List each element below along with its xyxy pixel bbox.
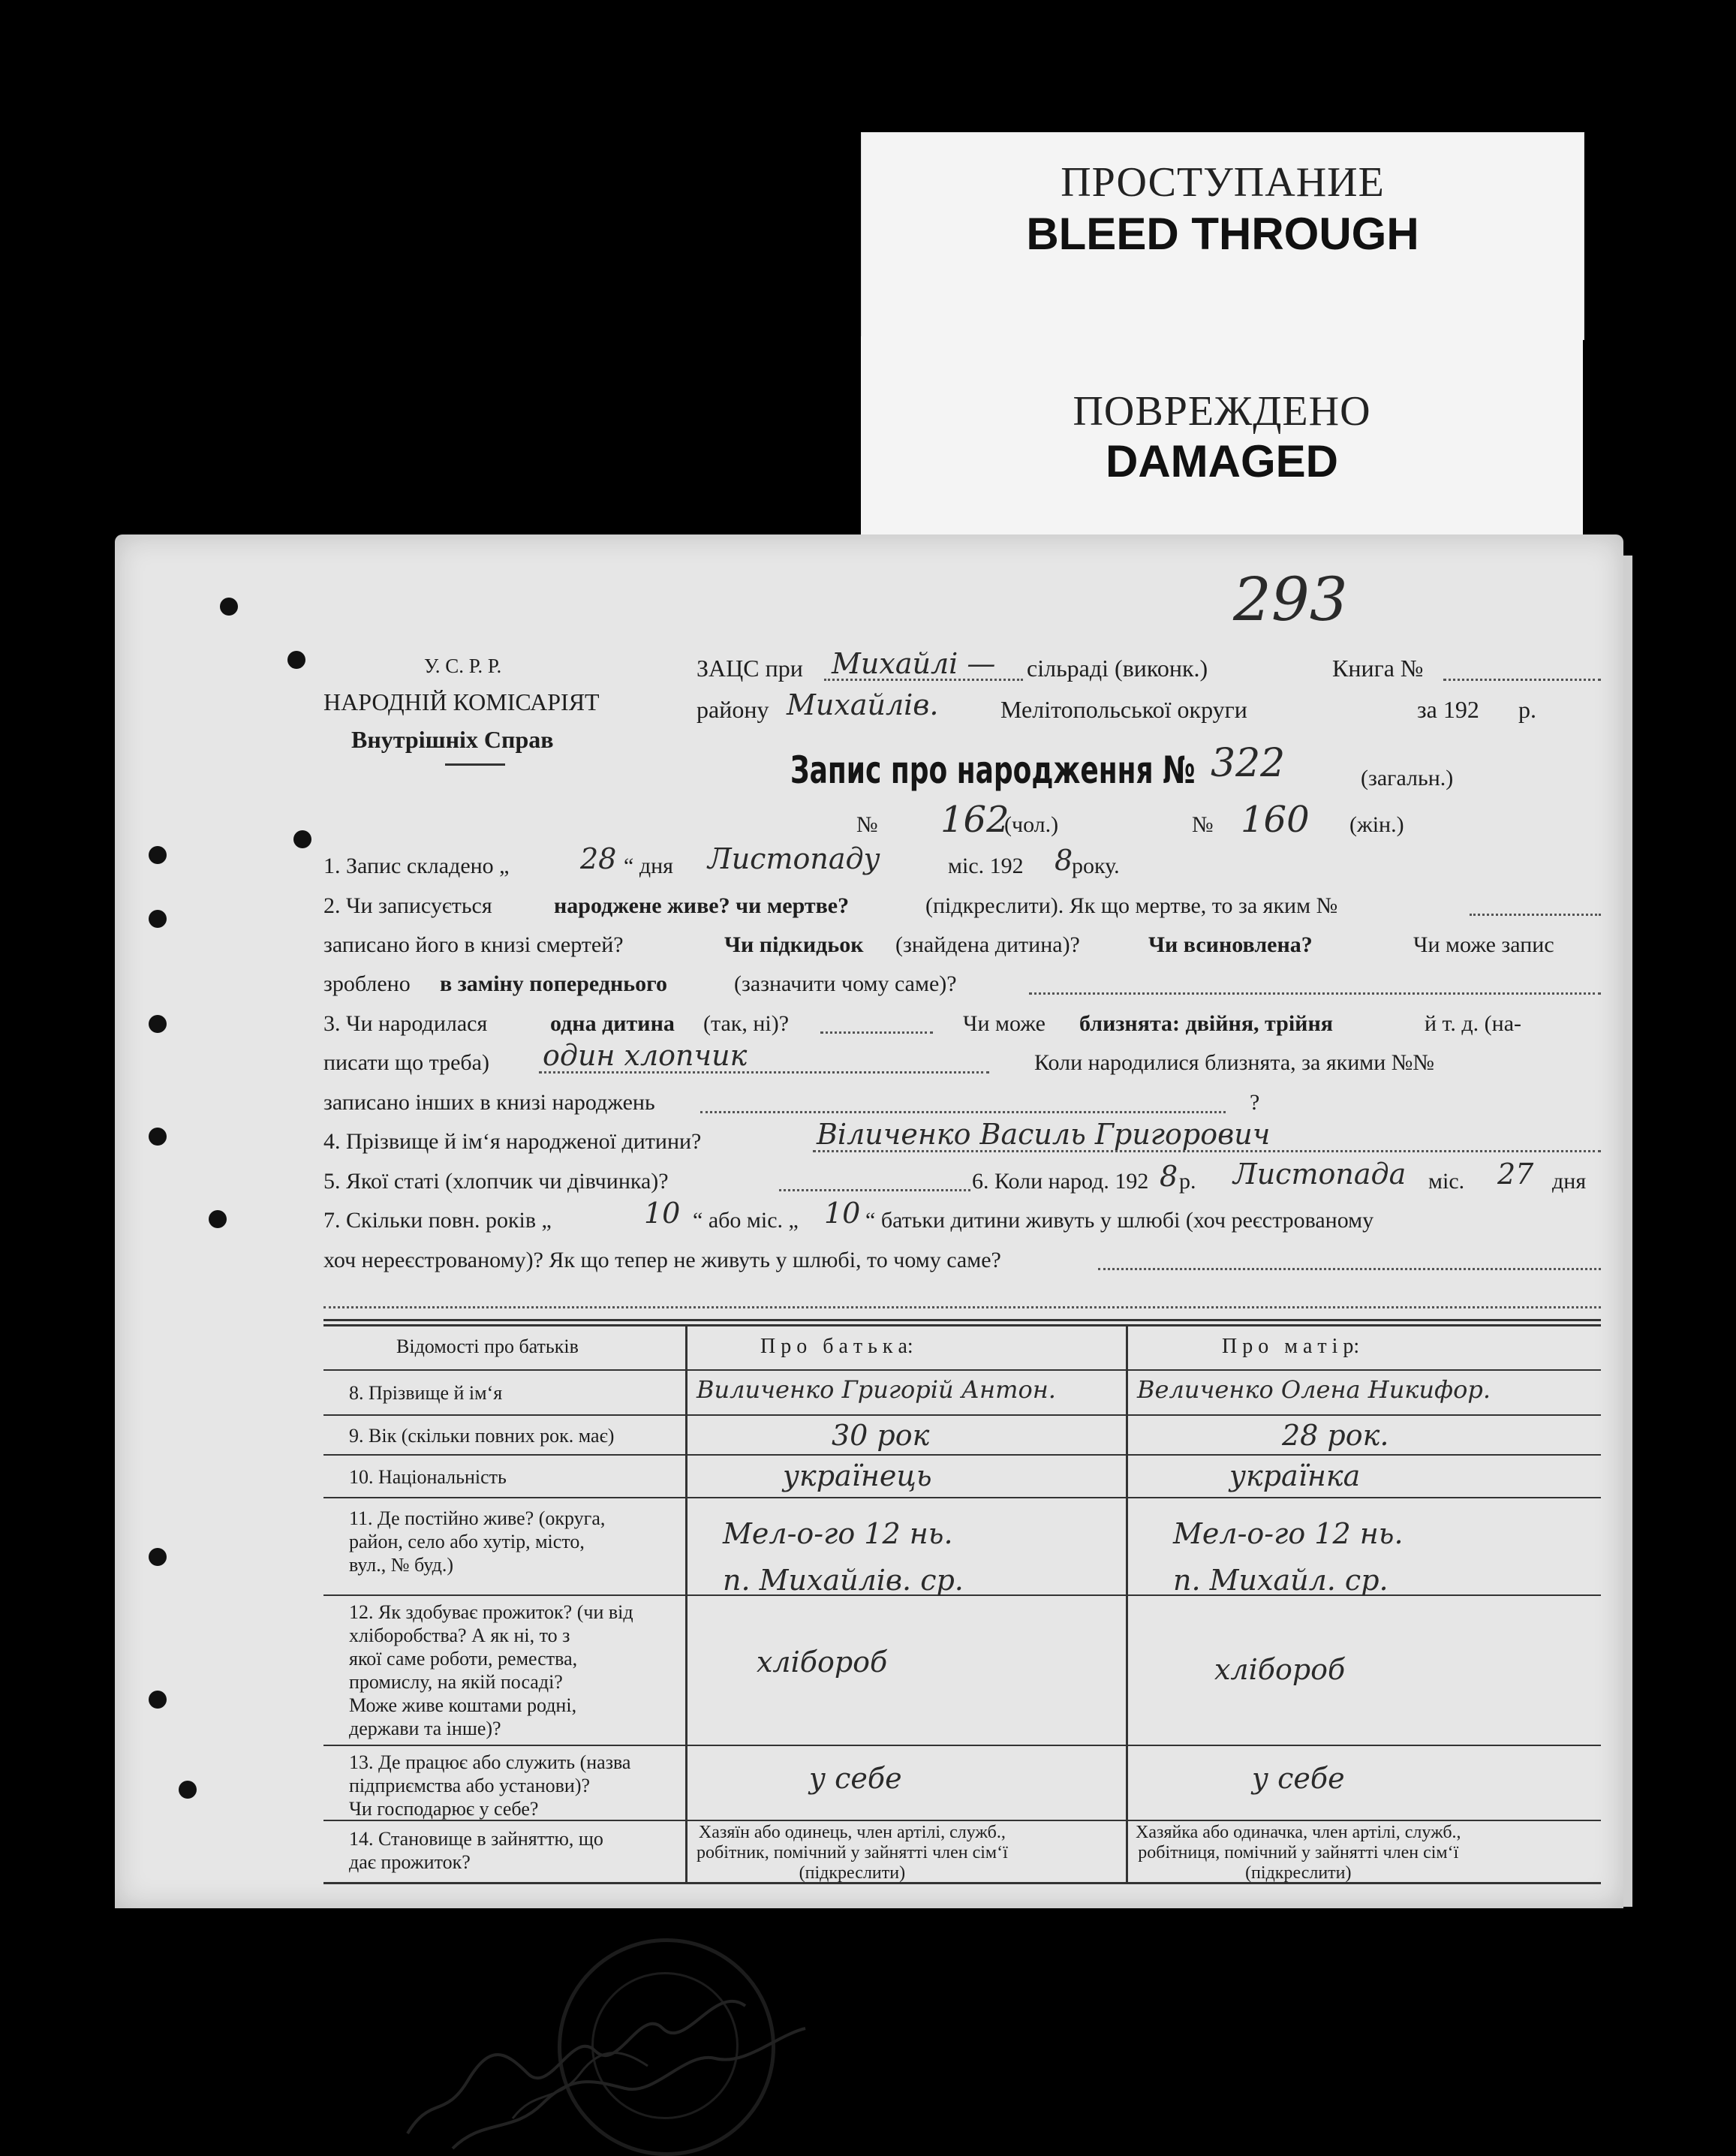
raion-value: Михайлів.	[787, 688, 939, 721]
q1-day: 28	[580, 842, 617, 875]
mother-age: 28 рок.	[1282, 1419, 1389, 1452]
punch-hole	[149, 846, 167, 864]
general-label: (загальн.)	[1361, 766, 1454, 790]
row-label-residence: 11. Де постійно живе? (округа, район, село або хутір, місто, вул., № буд.)	[349, 1507, 606, 1576]
q1-mid: “ дня	[624, 854, 673, 878]
dotted-line	[1470, 914, 1601, 916]
male-label: (чол.)	[1004, 812, 1059, 837]
row-label-nationality: 10. Національність	[349, 1466, 507, 1488]
q3-l1e: близнята: двійня, трійня	[1079, 1011, 1333, 1036]
q6-month: Листопада	[1233, 1158, 1407, 1191]
punch-hole	[287, 651, 305, 669]
okruga-label: Мелітопольської округи	[1000, 696, 1247, 723]
bleed-through-ru: ПРОСТУПАНИЕ	[1061, 159, 1385, 206]
q3-l1d: Чи може	[963, 1011, 1046, 1036]
q6-year-digit: 8	[1160, 1160, 1178, 1193]
q2-l2e: Чи може запис	[1413, 932, 1554, 957]
female-no-sign: №	[1192, 812, 1214, 837]
q3-l1a: 3. Чи народилася	[323, 1011, 488, 1036]
damaged-card	[861, 336, 1583, 539]
form-title: Запис про народження №	[790, 748, 1196, 792]
general-number: 322	[1211, 741, 1286, 786]
dotted-line	[779, 1189, 970, 1191]
male-number: 162	[940, 799, 1009, 841]
female-label: (жін.)	[1349, 812, 1404, 837]
q4-answer: Віличенко Василь Григорович	[817, 1118, 1271, 1151]
q3-l1b: одна дитина	[550, 1011, 675, 1036]
row-label-age: 9. Вік (скільки повних рок. має)	[349, 1425, 615, 1447]
punch-hole	[149, 1548, 167, 1566]
dotted-line	[700, 1111, 1226, 1113]
q6-dnya: дня	[1552, 1169, 1587, 1194]
year-label: за 192	[1417, 696, 1479, 723]
row-label-workplace: 13. Де працює або служить (назва підприємства або установи)? Чи господарює у себе?	[349, 1751, 631, 1820]
q3-l2a: писати що треба)	[323, 1050, 489, 1075]
female-number: 160	[1241, 799, 1310, 841]
mother-occupation: хлібороб	[1214, 1653, 1346, 1686]
col-header-info: Відомості про батьків	[396, 1335, 579, 1357]
q7-l1a: 7. Скільки повн. років „	[323, 1208, 552, 1233]
q1-prefix: 1. Запис складено „	[323, 854, 510, 878]
q2-l3b: в заміну попереднього	[440, 971, 668, 996]
divider	[445, 763, 505, 766]
dotted-line	[1029, 992, 1601, 995]
dotted-line	[820, 1031, 933, 1034]
q2-l1b: народжене живе? чи мертве?	[554, 893, 850, 918]
q7-l1c: “ батьки дитини живуть у шлюбі (хоч реєстрованому	[865, 1208, 1374, 1233]
zags-label: ЗАЦС при	[697, 655, 803, 682]
q2-l3a: зроблено	[323, 971, 411, 996]
father-status: Хазяїн або одинець, член артілі, служб., робітник, помічний у зайнятті член сім‘ї (підкреслити)	[697, 1823, 1008, 1883]
father-nationality: українець	[783, 1459, 932, 1492]
handwritten-signature	[400, 1961, 820, 2156]
q2-l2b: Чи підкидьок	[724, 932, 864, 957]
page-number: 293	[1233, 565, 1348, 634]
row-label-surname: 8. Прізвище й ім‘я	[349, 1382, 503, 1404]
q7-years: 10	[644, 1197, 681, 1230]
mother-status: Хазяйка або одиначка, член артілі, служб., робітниця, помічний у зайнятті член сім‘ї (підкреслити)	[1136, 1823, 1461, 1883]
mother-workplace: у себе	[1252, 1762, 1345, 1795]
q3-l2b: Коли народилися близнята, за якими №№	[1034, 1050, 1435, 1075]
q2-l2a: записано його в книзі смертей?	[323, 932, 624, 957]
silradi-label: сільраді (виконк.)	[1027, 655, 1208, 682]
q2-l1c: (підкреслити). Як що мертве, то за яким №	[925, 893, 1338, 918]
damaged-ru: ПОВРЕЖДЕНО	[1073, 388, 1371, 435]
q2-l3c: (зазначити чому саме)?	[734, 971, 957, 996]
zags-value: Михайлі —	[832, 647, 996, 680]
dotted-line	[824, 679, 1023, 681]
q4-label: 4. Прізвище й ім‘я народженої дитини?	[323, 1129, 702, 1154]
row-label-occupation: 12. Як здобуває прожиток? (чи від хліборобства? А як ні, то з якої саме роботи, ремества, промислу, на якій посаді? Може живе коштами родні, держави та інше)?	[349, 1601, 633, 1739]
q2-l2d: Чи всиновлена?	[1148, 932, 1313, 957]
father-workplace: у себе	[809, 1762, 902, 1795]
q3-l1f: й т. д. (на-	[1425, 1011, 1522, 1036]
q1-suffix: року.	[1072, 854, 1120, 878]
punch-hole	[149, 910, 167, 928]
bleed-through-card	[861, 132, 1584, 340]
father-residence: Мел-о-го 12 нь. п. Михайлів. ср.	[723, 1517, 964, 1597]
col-header-father: П р о б а т ь к а:	[760, 1335, 913, 1358]
dotted-line	[539, 1071, 989, 1073]
q3-l1c: (так, ні)?	[703, 1011, 790, 1036]
mother-surname: Величенко Олена Никифор.	[1137, 1375, 1491, 1404]
q7-l1b: “ або міс. „	[693, 1208, 799, 1233]
raion-label: району	[697, 696, 769, 723]
q2-l2c: (знайдена дитина)?	[895, 932, 1080, 957]
punch-hole	[293, 830, 311, 848]
q3-answer: один хлопчик	[543, 1039, 748, 1072]
mother-residence: Мел-о-го 12 нь. п. Михайл. ср.	[1173, 1517, 1404, 1597]
father-age: 30 рок	[832, 1419, 930, 1452]
q5-label: 5. Якої статі (хлопчик чи дівчинка)?	[323, 1169, 669, 1194]
damaged-en: DAMAGED	[1106, 436, 1338, 486]
q1-year-digit: 8	[1055, 844, 1073, 877]
punch-hole	[220, 598, 238, 616]
dotted-line	[813, 1150, 1601, 1152]
q6-r: р.	[1179, 1169, 1196, 1194]
book-label: Книга №	[1332, 655, 1424, 682]
father-occupation: хлібороб	[757, 1646, 888, 1679]
q7-l2: хоч нереєстрованому)? Як що тепер не живуть у шлюбі, то чому саме?	[323, 1248, 1001, 1272]
q3-l3: записано інших в книзі народжень	[323, 1090, 655, 1115]
q6-mis: міс.	[1428, 1169, 1465, 1194]
q6-label: 6. Коли народ. 192	[972, 1169, 1149, 1194]
dotted-line	[1098, 1268, 1601, 1270]
punch-hole	[209, 1210, 227, 1228]
q1-month: Листопаду	[708, 842, 880, 875]
bleed-through-en: BLEED THROUGH	[1026, 209, 1419, 259]
father-surname: Виличенко Григорій Антон.	[697, 1375, 1056, 1404]
col-header-mother: П р о м а т і р:	[1222, 1335, 1360, 1358]
q6-day: 27	[1497, 1158, 1534, 1191]
ussr-label: У. С. Р. Р.	[424, 655, 502, 677]
birth-record-form	[115, 534, 1623, 1908]
q7-months: 10	[824, 1197, 861, 1230]
commissariat-label: НАРОДНІЙ КОМІСАРІЯТ	[323, 688, 600, 715]
dotted-line	[1443, 679, 1601, 681]
dotted-line	[323, 1306, 1601, 1308]
mother-nationality: українка	[1229, 1459, 1361, 1492]
row-label-status: 14. Становище в зайняттю, що дає прожиток?	[349, 1828, 603, 1873]
punch-hole	[149, 1128, 167, 1146]
q2-l1a: 2. Чи записується	[323, 893, 492, 918]
punch-hole	[179, 1781, 197, 1799]
q3-l3-end: ?	[1250, 1090, 1260, 1115]
punch-hole	[149, 1691, 167, 1709]
q1-mis: міс. 192	[948, 854, 1024, 878]
year-suffix: р.	[1518, 696, 1536, 723]
punch-hole	[149, 1015, 167, 1033]
ministry-label: Внутрішніх Справ	[351, 726, 554, 753]
male-no-sign: №	[856, 812, 878, 837]
